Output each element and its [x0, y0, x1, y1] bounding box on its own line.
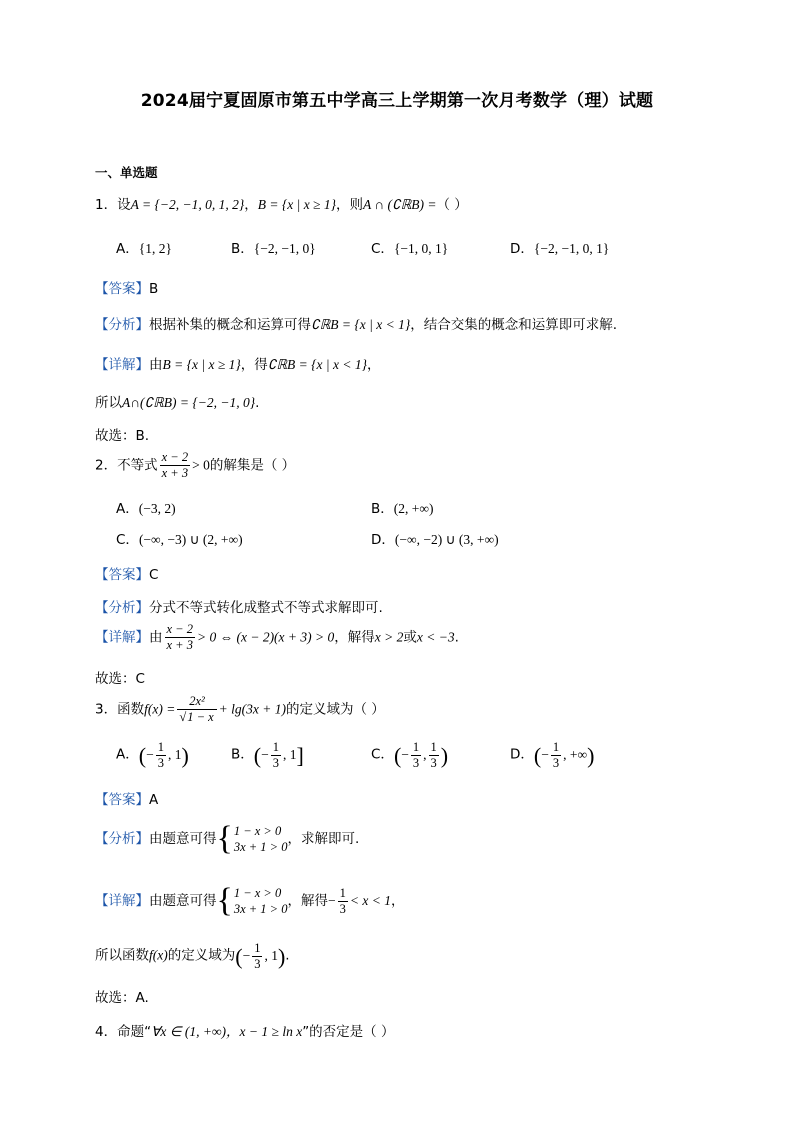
close-paren: ) — [277, 943, 286, 969]
option-text — [533, 740, 595, 770]
question-1 — [95, 193, 468, 213]
detail-text: 或 — [403, 629, 417, 646]
q4-math: ∀x ∈ (1, +∞)，x − 1 ≥ ln x — [151, 1024, 303, 1039]
fraction-denominator: 3 — [272, 756, 279, 770]
option-label: B． — [231, 746, 254, 763]
q1-detail — [95, 353, 381, 373]
q2-choice: 故选：C — [95, 671, 145, 687]
q3-fraction — [177, 694, 216, 725]
detail-math: > 0 ⇔ (x − 2)(x + 3) > 0 — [196, 629, 335, 645]
close-paren: ) — [440, 742, 449, 768]
system-rows — [234, 885, 288, 917]
detail-math: < x < 1 — [349, 893, 391, 908]
answer-value: B — [149, 281, 159, 297]
q3-fx: f(x) = — [144, 701, 176, 717]
equation-system — [217, 884, 288, 918]
system-row: 1 − x > 0 — [233, 824, 282, 838]
q1-option-a — [116, 237, 172, 257]
option-fraction — [156, 740, 166, 771]
analysis-tag: 【分析】 — [95, 831, 149, 847]
close-paren: ) — [587, 742, 595, 768]
fraction-denominator: x + 3 — [161, 466, 189, 480]
q3-analysis — [95, 822, 359, 856]
q1-prefix: 1．设 — [95, 197, 131, 213]
detail-text: . — [454, 629, 459, 646]
option-rest: , 1 — [167, 746, 182, 762]
detail-text: ，解得 — [334, 629, 375, 646]
analysis-text: 根据补集的概念和运算可得 — [149, 317, 311, 333]
page-title: 2024届宁夏固原市第五中学高三上学期第一次月考数学（理）试题 — [140, 91, 654, 111]
fraction-denominator: √1 − x — [179, 710, 214, 724]
q4-suffix: ”的否定是（ ） — [302, 1024, 395, 1040]
analysis-tag: 【分析】 — [95, 317, 149, 333]
close-bracket: ] — [296, 742, 304, 768]
sqrt-radicand: 1 − x — [187, 710, 214, 724]
q2-option-a — [116, 497, 176, 517]
detail-text: 所以 — [95, 395, 122, 411]
detail-math: A∩(∁ℝB) = {−2, −1, 0} — [122, 395, 256, 410]
q3-prefix: 3．函数 — [95, 701, 145, 718]
detail-text: ， — [390, 893, 405, 909]
open-paren: ( — [533, 742, 542, 768]
q2-fraction — [160, 450, 190, 481]
detail-tag: 【详解】 — [95, 357, 149, 373]
q2-detail-fraction — [165, 622, 195, 653]
q3-log-term: + lg(3x + 1) — [218, 701, 287, 717]
option-label: D． — [510, 746, 534, 763]
answer-tag: 【答案】 — [95, 567, 149, 583]
minus-sign: − — [328, 893, 336, 908]
fraction-numerator: x − 2 — [166, 622, 193, 636]
q3-choice: 故选：A. — [95, 990, 149, 1006]
option-fraction — [271, 740, 281, 771]
q1-option-b — [231, 237, 316, 257]
system-row: 3x + 1 > 0 — [233, 902, 288, 916]
system-row: 3x + 1 > 0 — [233, 840, 288, 854]
fraction-numerator: x − 2 — [161, 450, 189, 464]
question-3 — [95, 694, 385, 725]
option-label: B． — [231, 241, 254, 257]
q3-option-d — [510, 740, 594, 771]
q2-analysis — [95, 596, 383, 616]
q1-option-c — [371, 237, 448, 257]
detail-text: . — [255, 395, 260, 411]
answer-value: C — [149, 567, 159, 583]
answer-tag: 【答案】 — [95, 281, 149, 297]
option-label: B． — [371, 501, 394, 517]
close-paren: ) — [181, 742, 189, 768]
option-fraction — [411, 740, 421, 771]
q4-prefix: 4．命题“ — [95, 1024, 152, 1040]
fraction-numerator: 1 — [272, 740, 279, 754]
option-fraction — [551, 740, 561, 771]
q1-sep: ， — [244, 197, 258, 213]
option-text: (−∞, −2) ∪ (3, +∞) — [394, 532, 499, 547]
analysis-text: ，求解即可. — [287, 831, 360, 847]
open-paren: ( — [393, 742, 402, 768]
fraction-denominator: 3 — [412, 756, 420, 770]
q3-detail — [95, 884, 404, 918]
minus-sign: − — [146, 746, 154, 762]
option-text — [393, 740, 449, 770]
option-label: D． — [371, 532, 395, 548]
q1-option-d — [510, 237, 609, 257]
open-paren: ( — [253, 742, 262, 768]
q1-choice: 故选：B. — [95, 428, 150, 444]
interval-rest: , 1 — [264, 947, 278, 963]
q3-option-a — [116, 740, 189, 771]
q1-analysis — [95, 313, 617, 333]
option-label: C． — [371, 746, 394, 763]
q1-conclusion — [95, 391, 259, 411]
analysis-text: 由题意可得 — [149, 831, 217, 847]
q1-expr: A ∩ (∁ℝB) = — [363, 197, 437, 212]
analysis-tag: 【分析】 — [95, 600, 149, 616]
q2-answer — [95, 563, 158, 583]
fraction-numerator: 1 — [412, 740, 420, 754]
option-label: D． — [510, 241, 534, 257]
option-text: (−∞, −3) ∪ (2, +∞) — [138, 532, 243, 547]
analysis-text: ，结合交集的概念和运算即可求解. — [410, 317, 618, 333]
detail-tag: 【详解】 — [95, 893, 149, 909]
open-paren: ( — [138, 742, 147, 768]
minus-sign: − — [541, 746, 549, 762]
fraction-denominator: 3 — [339, 901, 346, 916]
option-rest: , 1 — [282, 746, 297, 762]
fraction-denominator: 3 — [254, 957, 261, 971]
option-label: A． — [116, 501, 139, 517]
fraction-numerator: 1 — [430, 740, 437, 754]
option-text — [253, 740, 304, 770]
q1-paren: （ ） — [436, 197, 468, 213]
option-fraction — [429, 740, 439, 771]
detail-text: 由题意可得 — [149, 893, 217, 909]
minus-sign: − — [261, 746, 269, 762]
option-text: {−1, 0, 1} — [393, 241, 449, 256]
answer-value: A — [149, 792, 159, 808]
detail-text: 的定义域为 — [167, 947, 236, 964]
option-text: (2, +∞) — [393, 501, 434, 516]
fraction-denominator: 3 — [430, 756, 437, 770]
system-rows — [234, 823, 288, 855]
fraction-denominator: 3 — [552, 756, 560, 770]
q3-answer — [95, 788, 158, 808]
option-text: {−2, −1, 0} — [253, 241, 316, 256]
detail-text: 所以函数 — [95, 947, 149, 964]
minus-sign: − — [401, 746, 409, 762]
analysis-math: ∁ℝB = {x | x < 1} — [311, 317, 411, 332]
q3-option-b — [231, 740, 304, 771]
domain-interval — [235, 941, 286, 971]
fraction-numerator: 1 — [254, 941, 261, 955]
detail-text: ， — [367, 357, 381, 373]
interval-fraction — [252, 941, 262, 972]
detail-math: x > 2 — [374, 629, 404, 645]
equation-system — [217, 822, 288, 856]
fraction-numerator: 1 — [157, 740, 164, 754]
section-heading: 一、单选题 — [95, 165, 158, 180]
option-label: A． — [116, 746, 139, 763]
detail-math: B = {x | x ≥ 1} — [162, 357, 241, 372]
detail-text: ，解得 — [287, 893, 328, 909]
q3-conclusion — [95, 941, 290, 972]
q1-set-b: B = {x | x ≥ 1} — [257, 197, 336, 212]
option-rest: , — [423, 746, 427, 762]
q2-detail — [95, 622, 459, 653]
question-2 — [95, 450, 295, 481]
q1-set-a: A = {−2, −1, 0, 1, 2} — [130, 197, 245, 212]
q2-option-c — [116, 528, 243, 548]
fraction-numerator: 1 — [339, 885, 346, 900]
fraction-numerator: 2x² — [177, 694, 216, 710]
fraction-denominator: 3 — [157, 756, 164, 770]
fraction-denominator: x + 3 — [166, 638, 193, 652]
q2-option-b — [371, 497, 434, 517]
q1-then: ，则 — [336, 197, 363, 213]
q2-prefix: 2．不等式 — [95, 457, 158, 474]
detail-tag: 【详解】 — [95, 629, 149, 646]
detail-text: . — [285, 947, 290, 964]
option-text: (−3, 2) — [138, 501, 176, 516]
option-text: {1, 2} — [138, 241, 172, 256]
detail-math: x < −3 — [416, 629, 455, 645]
q3-option-c — [371, 740, 448, 771]
option-rest: , +∞ — [563, 746, 588, 762]
q2-gt: > 0 — [192, 457, 210, 473]
detail-fraction — [338, 886, 348, 917]
option-label: A． — [116, 241, 139, 257]
detail-text: 由 — [149, 629, 163, 646]
analysis-text: 分式不等式转化成整式不等式求解即可. — [149, 600, 383, 616]
left-brace: { — [216, 820, 233, 857]
left-brace: { — [216, 882, 233, 919]
option-label: C． — [116, 532, 139, 548]
system-row: 1 − x > 0 — [233, 886, 282, 900]
q2-option-d — [371, 528, 499, 548]
detail-text: 由 — [149, 357, 163, 373]
q2-suffix: 的解集是（ ） — [209, 457, 296, 474]
detail-text: ，得 — [240, 357, 268, 373]
detail-math: f(x) — [149, 947, 168, 963]
option-text: {−2, −1, 0, 1} — [533, 241, 610, 256]
fraction-numerator: 1 — [552, 740, 560, 754]
option-label: C． — [371, 241, 394, 257]
q1-answer — [95, 277, 158, 297]
option-text — [138, 740, 189, 770]
open-paren: ( — [235, 943, 243, 969]
q3-suffix: 的定义域为（ ） — [286, 701, 385, 718]
answer-tag: 【答案】 — [95, 792, 149, 808]
minus-sign: − — [242, 947, 251, 963]
question-4 — [95, 1020, 394, 1040]
detail-math: ∁ℝB = {x | x < 1} — [267, 357, 368, 372]
